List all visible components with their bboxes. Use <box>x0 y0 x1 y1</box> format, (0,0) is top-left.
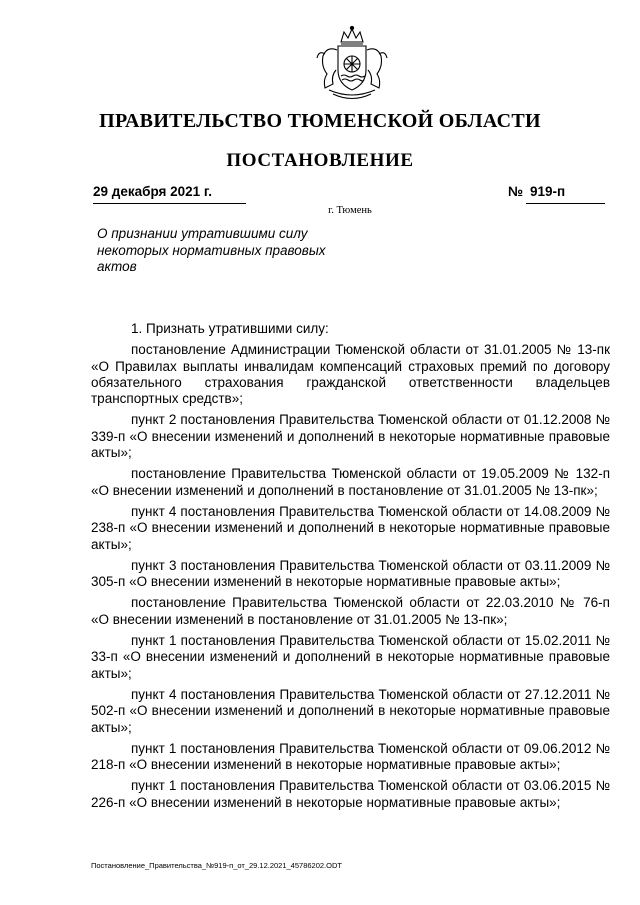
city-label: г. Тюмень <box>328 205 372 216</box>
coat-of-arms-icon <box>311 24 393 106</box>
number-label: № <box>508 184 524 199</box>
body-paragraph: постановление Администрации Тюменской области от 31.01.2005 № 13-пк «О Правилах выплаты инвалидам компенсаций страховых премий по договору обязательного страхования гражданской ответственности владельцев транспортных средств»; <box>91 342 610 407</box>
body-paragraph: пункт 4 постановления Правительства Тюменской области от 27.12.2011 № 502-п «О внесении изменений и дополнений в некоторые нормативные правовые акты»; <box>91 686 610 735</box>
organization-title: ПРАВИТЕЛЬСТВО ТЮМЕНСКОЙ ОБЛАСТИ <box>99 110 541 132</box>
body-paragraph: пункт 4 постановления Правительства Тюменской области от 14.08.2009 № 238-п «О внесении изменений и дополнений в некоторые нормативные правовые акты»; <box>91 503 610 552</box>
body-paragraph: пункт 1 постановления Правительства Тюменской области от 09.06.2012 № 218-п «О внесении изменений в некоторые нормативные правовые акты»; <box>91 740 610 773</box>
footer-filename: Постановление_Правительства_№919-п_от_29.12.2021_45786202.ODT <box>91 861 342 870</box>
body-paragraph: пункт 2 постановления Правительства Тюменской области от 01.12.2008 № 339-п «О внесении изменений и дополнений в некоторые нормативные правовые акты»; <box>91 412 610 461</box>
body-paragraph: пункт 3 постановления Правительства Тюменской области от 03.11.2009 № 305-п «О внесении изменений в некоторые нормативные правовые акты»; <box>91 557 610 590</box>
document-date: 29 декабря 2021 г. <box>93 184 212 199</box>
document-body <box>91 321 610 816</box>
document-subject: О признании утратившими силу некоторых нормативных правовых актов <box>97 226 326 274</box>
body-paragraph: пункт 1 постановления Правительства Тюменской области от 15.02.2011 № 33-п «О внесении изменений и дополнений в некоторые нормативные правовые акты»; <box>91 633 610 681</box>
date-field <box>93 183 246 204</box>
body-paragraph: постановление Правительства Тюменской области от 22.03.2010 № 76-п «О внесении изменений в постановление от 31.01.2005 № 13-пк»; <box>91 595 610 627</box>
document-number: 919-п <box>530 184 566 199</box>
body-paragraph: пункт 1 постановления Правительства Тюменской области от 03.06.2015 № 226-п «О внесении изменений в некоторые нормативные правовые акты»; <box>91 778 610 810</box>
number-field <box>526 183 605 204</box>
body-paragraph: 1. Признать утратившими силу: <box>131 321 329 336</box>
document-type-title: ПОСТАНОВЛЕНИЕ <box>226 150 414 171</box>
body-paragraph: постановление Правительства Тюменской области от 19.05.2009 № 132-п «О внесении изменений и дополнений в постановление от 31.01.2005 № 13-пк»; <box>91 466 610 498</box>
